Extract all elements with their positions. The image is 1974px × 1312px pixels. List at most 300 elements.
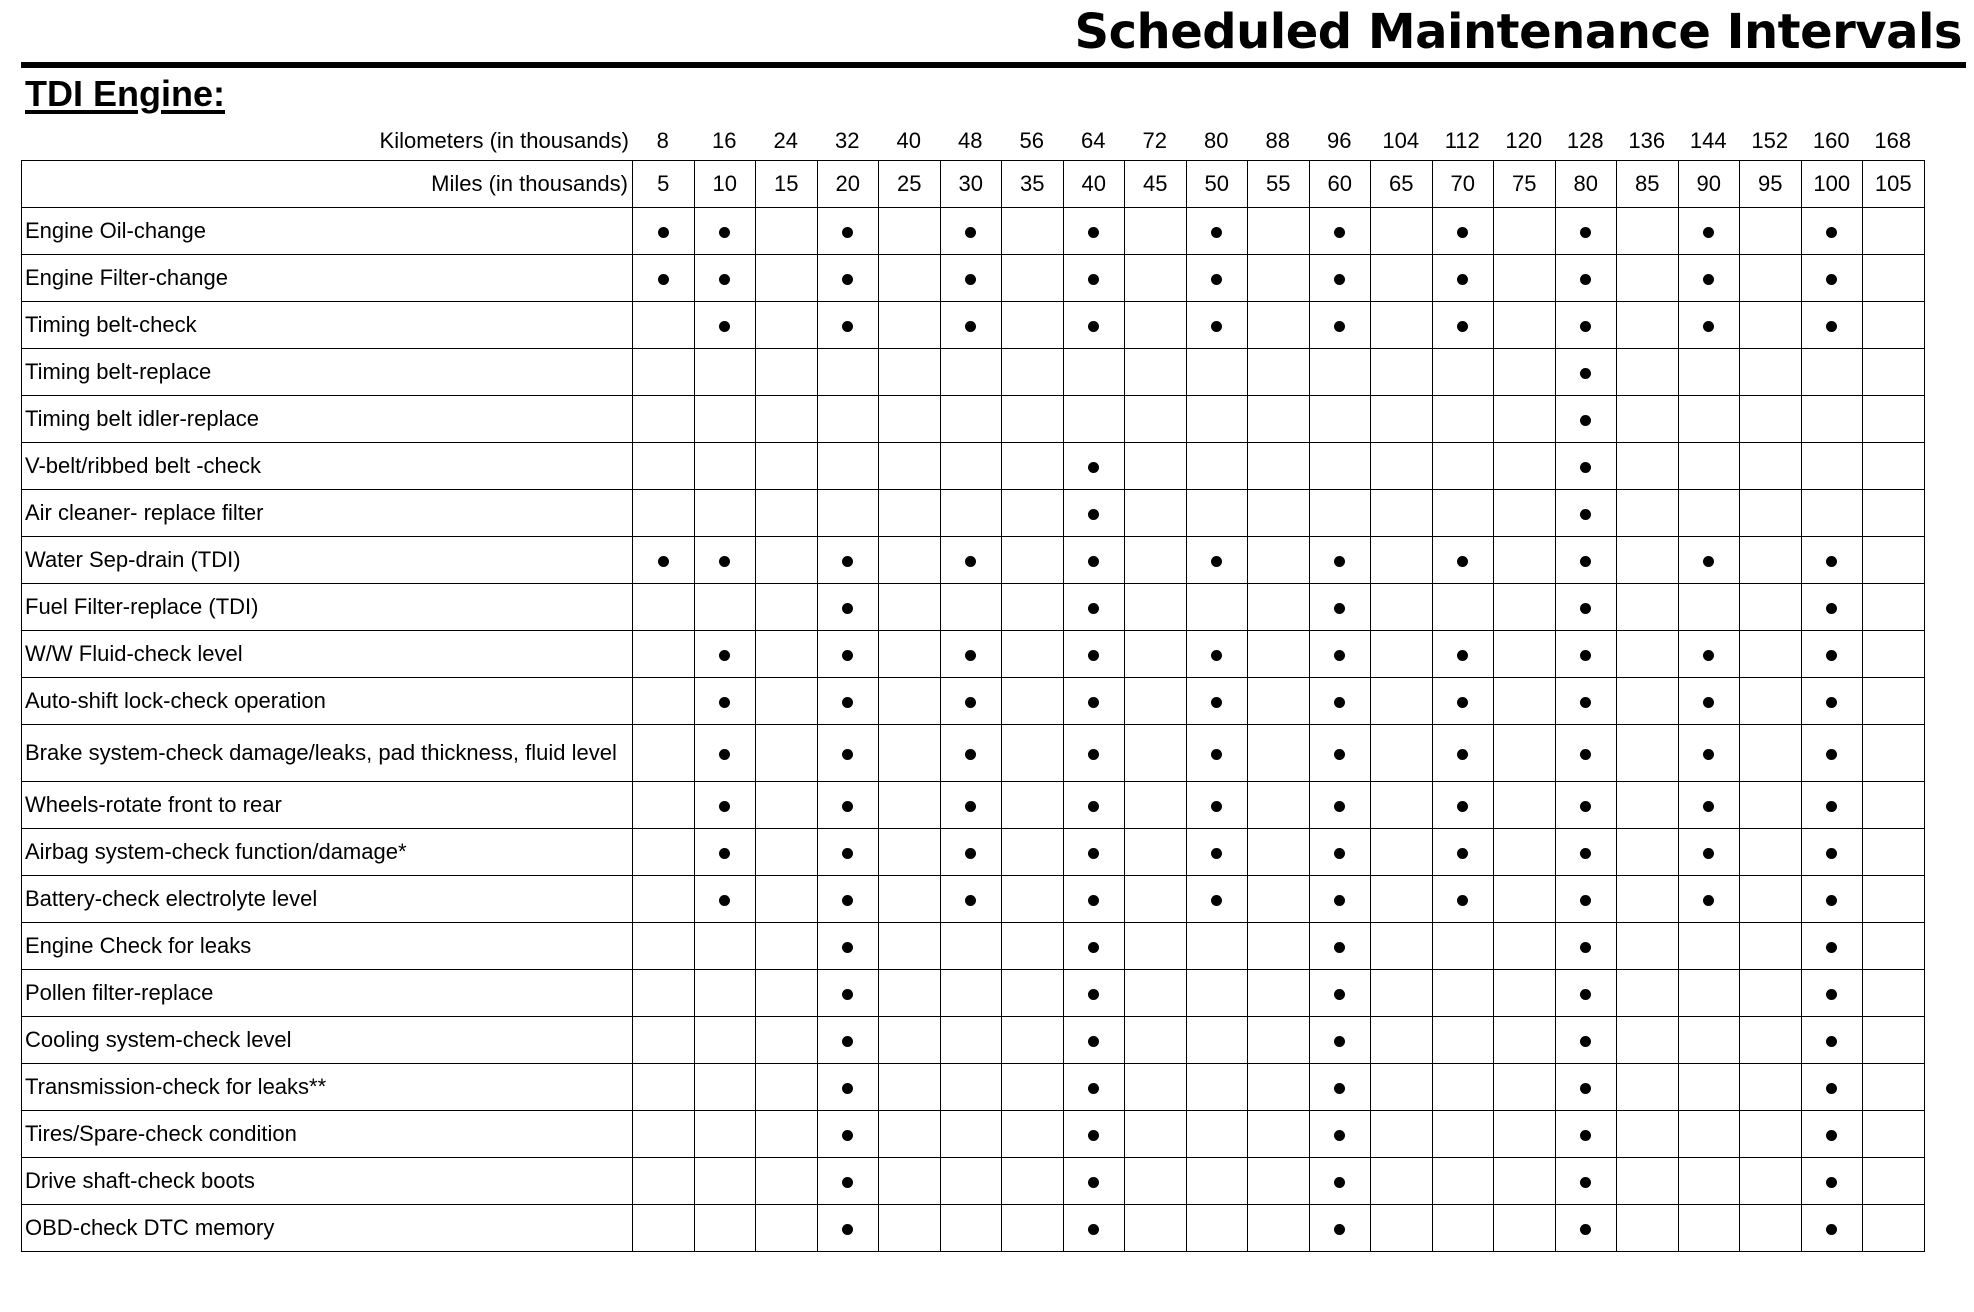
interval-cell: [1678, 970, 1740, 1017]
interval-cell: [1002, 678, 1064, 725]
service-due-dot: [965, 697, 976, 708]
interval-cell: [1617, 725, 1679, 782]
interval-cell: [633, 1017, 695, 1064]
service-label: Tires/Spare-check condition: [22, 1111, 633, 1158]
service-row: [22, 349, 1925, 396]
interval-cell: [817, 1111, 879, 1158]
service-due-dot: [1580, 274, 1591, 285]
service-due-dot: [1334, 801, 1345, 812]
interval-cell: [1248, 829, 1310, 876]
interval-cell: [694, 1158, 756, 1205]
service-row: [22, 1111, 1925, 1158]
interval-cell: [1740, 208, 1802, 255]
page-title: Scheduled Maintenance Intervals: [1074, 4, 1962, 60]
interval-cell: [1678, 349, 1740, 396]
interval-cell: [879, 490, 941, 537]
service-due-dot: [842, 1083, 853, 1094]
interval-cell: [1125, 678, 1187, 725]
interval-cell: [1125, 396, 1187, 443]
interval-cell: [1555, 1158, 1617, 1205]
service-due-dot: [1580, 462, 1591, 473]
service-due-dot: [842, 848, 853, 859]
service-due-dot: [842, 942, 853, 953]
service-due-dot: [965, 650, 976, 661]
interval-cell: [1863, 208, 1925, 255]
miles-value: 35: [1002, 161, 1064, 208]
interval-cell: [1432, 349, 1494, 396]
interval-cell: [1248, 1111, 1310, 1158]
service-due-dot: [965, 274, 976, 285]
interval-cell: [1555, 443, 1617, 490]
interval-cell: [694, 876, 756, 923]
service-due-dot: [1580, 848, 1591, 859]
interval-cell: [1248, 255, 1310, 302]
service-row: [22, 255, 1925, 302]
interval-cell: [1801, 923, 1863, 970]
interval-cell: [940, 1111, 1002, 1158]
interval-cell: [1309, 970, 1371, 1017]
interval-cell: [694, 396, 756, 443]
interval-cell: [1494, 782, 1556, 829]
interval-cell: [694, 631, 756, 678]
service-due-dot: [1580, 1036, 1591, 1047]
service-due-dot: [1088, 603, 1099, 614]
interval-cell: [756, 782, 818, 829]
interval-cell: [1678, 1017, 1740, 1064]
interval-cell: [1248, 208, 1310, 255]
service-due-dot: [1088, 556, 1099, 567]
interval-cell: [1309, 782, 1371, 829]
service-row: [22, 302, 1925, 349]
interval-cell: [1371, 725, 1433, 782]
service-due-dot: [965, 895, 976, 906]
interval-cell: [1863, 970, 1925, 1017]
interval-cell: [1186, 829, 1248, 876]
service-label: Wheels-rotate front to rear: [22, 782, 633, 829]
service-due-dot: [1334, 1130, 1345, 1141]
service-due-dot: [1088, 801, 1099, 812]
service-due-dot: [719, 801, 730, 812]
interval-cell: [879, 208, 941, 255]
interval-cell: [1063, 537, 1125, 584]
interval-cell: [1063, 631, 1125, 678]
interval-cell: [817, 725, 879, 782]
service-due-dot: [719, 274, 730, 285]
service-due-dot: [1088, 462, 1099, 473]
interval-cell: [1801, 349, 1863, 396]
service-due-dot: [1580, 697, 1591, 708]
interval-cell: [1494, 302, 1556, 349]
interval-cell: [1063, 876, 1125, 923]
interval-cell: [1494, 1158, 1556, 1205]
interval-cell: [1186, 584, 1248, 631]
service-due-dot: [1211, 848, 1222, 859]
interval-cell: [1002, 725, 1064, 782]
interval-cell: [1063, 829, 1125, 876]
interval-cell: [1063, 349, 1125, 396]
interval-cell: [1432, 1017, 1494, 1064]
interval-cell: [1617, 349, 1679, 396]
interval-cell: [879, 537, 941, 584]
interval-cell: [1863, 923, 1925, 970]
interval-cell: [756, 1017, 818, 1064]
interval-cell: [1002, 1158, 1064, 1205]
service-due-dot: [1457, 895, 1468, 906]
interval-cell: [1555, 923, 1617, 970]
interval-cell: [1494, 829, 1556, 876]
interval-cell: [1371, 678, 1433, 725]
km-value: 168: [1874, 128, 1912, 153]
interval-cell: [756, 396, 818, 443]
service-due-dot: [1580, 556, 1591, 567]
interval-cell: [1125, 208, 1187, 255]
interval-cell: [1186, 302, 1248, 349]
interval-cell: [1002, 208, 1064, 255]
interval-cell: [1678, 1205, 1740, 1252]
interval-cell: [1617, 208, 1679, 255]
service-due-dot: [1703, 848, 1714, 859]
interval-cell: [756, 584, 818, 631]
interval-cell: [1186, 725, 1248, 782]
service-due-dot: [719, 848, 730, 859]
km-value: 104: [1382, 128, 1420, 153]
service-due-dot: [1457, 321, 1468, 332]
interval-cell: [1186, 443, 1248, 490]
interval-cell: [1248, 1158, 1310, 1205]
interval-cell: [694, 255, 756, 302]
service-due-dot: [1580, 1083, 1591, 1094]
interval-cell: [1125, 255, 1187, 302]
interval-cell: [756, 255, 818, 302]
service-due-dot: [1826, 942, 1837, 953]
interval-cell: [879, 349, 941, 396]
service-row: [22, 1017, 1925, 1064]
service-label: Drive shaft-check boots: [22, 1158, 633, 1205]
interval-cell: [1555, 876, 1617, 923]
service-due-dot: [1580, 321, 1591, 332]
service-due-dot: [1334, 227, 1345, 238]
interval-cell: [1309, 1205, 1371, 1252]
interval-cell: [1371, 1205, 1433, 1252]
interval-cell: [1863, 443, 1925, 490]
interval-cell: [1801, 490, 1863, 537]
interval-cell: [1617, 876, 1679, 923]
interval-cell: [1555, 1064, 1617, 1111]
service-due-dot: [1703, 650, 1714, 661]
interval-cell: [694, 208, 756, 255]
interval-cell: [817, 396, 879, 443]
interval-cell: [694, 678, 756, 725]
interval-cell: [940, 970, 1002, 1017]
interval-cell: [1002, 443, 1064, 490]
interval-cell: [1371, 829, 1433, 876]
interval-cell: [1186, 396, 1248, 443]
interval-cell: [1186, 678, 1248, 725]
interval-cell: [817, 490, 879, 537]
interval-cell: [1740, 584, 1802, 631]
interval-cell: [817, 208, 879, 255]
interval-cell: [817, 537, 879, 584]
interval-cell: [940, 302, 1002, 349]
interval-cell: [1863, 396, 1925, 443]
interval-cell: [1432, 302, 1494, 349]
service-due-dot: [1457, 274, 1468, 285]
service-due-dot: [1703, 749, 1714, 760]
interval-cell: [1248, 876, 1310, 923]
service-due-dot: [1457, 650, 1468, 661]
interval-cell: [1371, 490, 1433, 537]
service-due-dot: [1334, 1224, 1345, 1235]
interval-cell: [1863, 537, 1925, 584]
service-label: Engine Oil-change: [22, 208, 633, 255]
interval-cell: [1248, 396, 1310, 443]
interval-cell: [1617, 678, 1679, 725]
miles-value: 100: [1801, 161, 1863, 208]
interval-cell: [817, 923, 879, 970]
interval-cell: [1555, 1111, 1617, 1158]
interval-cell: [1494, 876, 1556, 923]
interval-cell: [879, 1064, 941, 1111]
interval-cell: [1309, 1064, 1371, 1111]
interval-cell: [1678, 490, 1740, 537]
interval-cell: [879, 631, 941, 678]
interval-cell: [1371, 584, 1433, 631]
interval-cell: [1801, 255, 1863, 302]
interval-cell: [1801, 678, 1863, 725]
interval-cell: [1494, 1111, 1556, 1158]
interval-cell: [1432, 255, 1494, 302]
interval-cell: [1248, 1017, 1310, 1064]
service-label: Engine Check for leaks: [22, 923, 633, 970]
interval-cell: [1432, 970, 1494, 1017]
interval-cell: [1063, 970, 1125, 1017]
interval-cell: [756, 537, 818, 584]
interval-cell: [879, 1111, 941, 1158]
interval-cell: [633, 584, 695, 631]
interval-cell: [1617, 537, 1679, 584]
interval-cell: [1248, 970, 1310, 1017]
interval-cell: [694, 1017, 756, 1064]
interval-cell: [1494, 490, 1556, 537]
interval-cell: [1494, 1064, 1556, 1111]
service-due-dot: [1088, 697, 1099, 708]
interval-cell: [694, 490, 756, 537]
service-due-dot: [719, 650, 730, 661]
miles-value: 10: [694, 161, 756, 208]
interval-cell: [1555, 396, 1617, 443]
interval-cell: [1309, 631, 1371, 678]
interval-cell: [1186, 1205, 1248, 1252]
service-due-dot: [1826, 227, 1837, 238]
interval-cell: [1186, 349, 1248, 396]
interval-cell: [817, 782, 879, 829]
interval-cell: [1863, 1111, 1925, 1158]
interval-cell: [1125, 537, 1187, 584]
miles-value: 30: [940, 161, 1002, 208]
interval-cell: [1432, 396, 1494, 443]
service-label: Water Sep-drain (TDI): [22, 537, 633, 584]
interval-cell: [1740, 970, 1802, 1017]
interval-cell: [1186, 782, 1248, 829]
miles-value: 55: [1248, 161, 1310, 208]
interval-cell: [1248, 1205, 1310, 1252]
interval-cell: [633, 537, 695, 584]
km-value: 8: [656, 128, 669, 153]
service-due-dot: [1211, 556, 1222, 567]
interval-cell: [1371, 1064, 1433, 1111]
service-due-dot: [1334, 650, 1345, 661]
interval-cell: [1248, 349, 1310, 396]
service-due-dot: [1826, 1083, 1837, 1094]
miles-value: 90: [1678, 161, 1740, 208]
service-row: [22, 876, 1925, 923]
interval-cell: [633, 302, 695, 349]
interval-cell: [1002, 255, 1064, 302]
service-row: [22, 725, 1925, 782]
service-due-dot: [1580, 509, 1591, 520]
interval-cell: [1063, 1111, 1125, 1158]
interval-cell: [1801, 1017, 1863, 1064]
service-label: Pollen filter-replace: [22, 970, 633, 1017]
interval-cell: [1063, 923, 1125, 970]
service-due-dot: [719, 697, 730, 708]
interval-cell: [1309, 255, 1371, 302]
interval-cell: [940, 208, 1002, 255]
interval-cell: [1494, 396, 1556, 443]
km-value: 48: [958, 128, 983, 153]
service-due-dot: [1826, 274, 1837, 285]
interval-cell: [1801, 1158, 1863, 1205]
interval-cell: [1740, 1205, 1802, 1252]
interval-cell: [1002, 584, 1064, 631]
interval-cell: [1186, 876, 1248, 923]
service-due-dot: [1703, 697, 1714, 708]
service-due-dot: [1457, 556, 1468, 567]
interval-cell: [1740, 782, 1802, 829]
interval-cell: [1063, 490, 1125, 537]
service-due-dot: [1457, 697, 1468, 708]
service-due-dot: [1334, 895, 1345, 906]
interval-cell: [1432, 443, 1494, 490]
interval-cell: [694, 1111, 756, 1158]
interval-cell: [1125, 1064, 1187, 1111]
interval-cell: [879, 302, 941, 349]
interval-cell: [1309, 490, 1371, 537]
interval-cell: [1309, 584, 1371, 631]
service-due-dot: [842, 749, 853, 760]
interval-cell: [756, 923, 818, 970]
interval-cell: [1371, 876, 1433, 923]
service-row: [22, 829, 1925, 876]
service-due-dot: [1703, 801, 1714, 812]
interval-cell: [1740, 725, 1802, 782]
interval-cell: [1002, 490, 1064, 537]
interval-cell: [1371, 1111, 1433, 1158]
service-row: [22, 396, 1925, 443]
service-due-dot: [842, 1130, 853, 1141]
service-due-dot: [658, 227, 669, 238]
interval-cell: [1125, 829, 1187, 876]
interval-cell: [756, 1205, 818, 1252]
interval-cell: [1617, 396, 1679, 443]
service-due-dot: [1580, 989, 1591, 1000]
km-value: 80: [1204, 128, 1229, 153]
service-label: Battery-check electrolyte level: [22, 876, 633, 923]
interval-cell: [817, 302, 879, 349]
km-value: 88: [1265, 128, 1290, 153]
interval-cell: [1248, 678, 1310, 725]
interval-cell: [756, 443, 818, 490]
service-row: [22, 1064, 1925, 1111]
service-row: [22, 537, 1925, 584]
interval-cell: [1740, 302, 1802, 349]
service-due-dot: [1703, 227, 1714, 238]
interval-cell: [1801, 443, 1863, 490]
interval-cell: [756, 678, 818, 725]
interval-cell: [1863, 1017, 1925, 1064]
interval-cell: [1063, 1158, 1125, 1205]
km-value: 72: [1142, 128, 1167, 153]
service-due-dot: [1580, 368, 1591, 379]
interval-cell: [1248, 302, 1310, 349]
interval-cell: [1801, 970, 1863, 1017]
interval-cell: [1678, 1158, 1740, 1205]
service-due-dot: [965, 848, 976, 859]
interval-cell: [1617, 584, 1679, 631]
interval-cell: [1309, 829, 1371, 876]
service-due-dot: [1088, 749, 1099, 760]
interval-cell: [1801, 631, 1863, 678]
interval-cell: [1617, 1205, 1679, 1252]
interval-cell: [879, 829, 941, 876]
interval-cell: [1617, 923, 1679, 970]
interval-cell: [1002, 1111, 1064, 1158]
service-row: [22, 923, 1925, 970]
service-row: [22, 631, 1925, 678]
interval-cell: [879, 396, 941, 443]
interval-cell: [694, 970, 756, 1017]
interval-cell: [1125, 876, 1187, 923]
service-due-dot: [1088, 321, 1099, 332]
interval-cell: [1555, 631, 1617, 678]
service-due-dot: [1826, 697, 1837, 708]
interval-cell: [817, 349, 879, 396]
interval-cell: [1309, 725, 1371, 782]
maintenance-schedule-table: [21, 160, 1925, 1252]
interval-cell: [1125, 443, 1187, 490]
interval-cell: [1248, 725, 1310, 782]
interval-cell: [1678, 923, 1740, 970]
service-label: Brake system-check damage/leaks, pad thickness, fluid level: [22, 725, 633, 782]
interval-cell: [817, 255, 879, 302]
interval-cell: [633, 443, 695, 490]
km-value: 144: [1689, 128, 1727, 153]
interval-cell: [1494, 1205, 1556, 1252]
interval-cell: [1740, 829, 1802, 876]
service-due-dot: [965, 749, 976, 760]
service-label: Timing belt-replace: [22, 349, 633, 396]
interval-cell: [940, 1158, 1002, 1205]
service-row: [22, 208, 1925, 255]
interval-cell: [1248, 537, 1310, 584]
interval-cell: [1863, 876, 1925, 923]
interval-cell: [1309, 537, 1371, 584]
interval-cell: [1063, 584, 1125, 631]
interval-cell: [1125, 1205, 1187, 1252]
service-label: Engine Filter-change: [22, 255, 633, 302]
interval-cell: [817, 631, 879, 678]
interval-cell: [694, 443, 756, 490]
